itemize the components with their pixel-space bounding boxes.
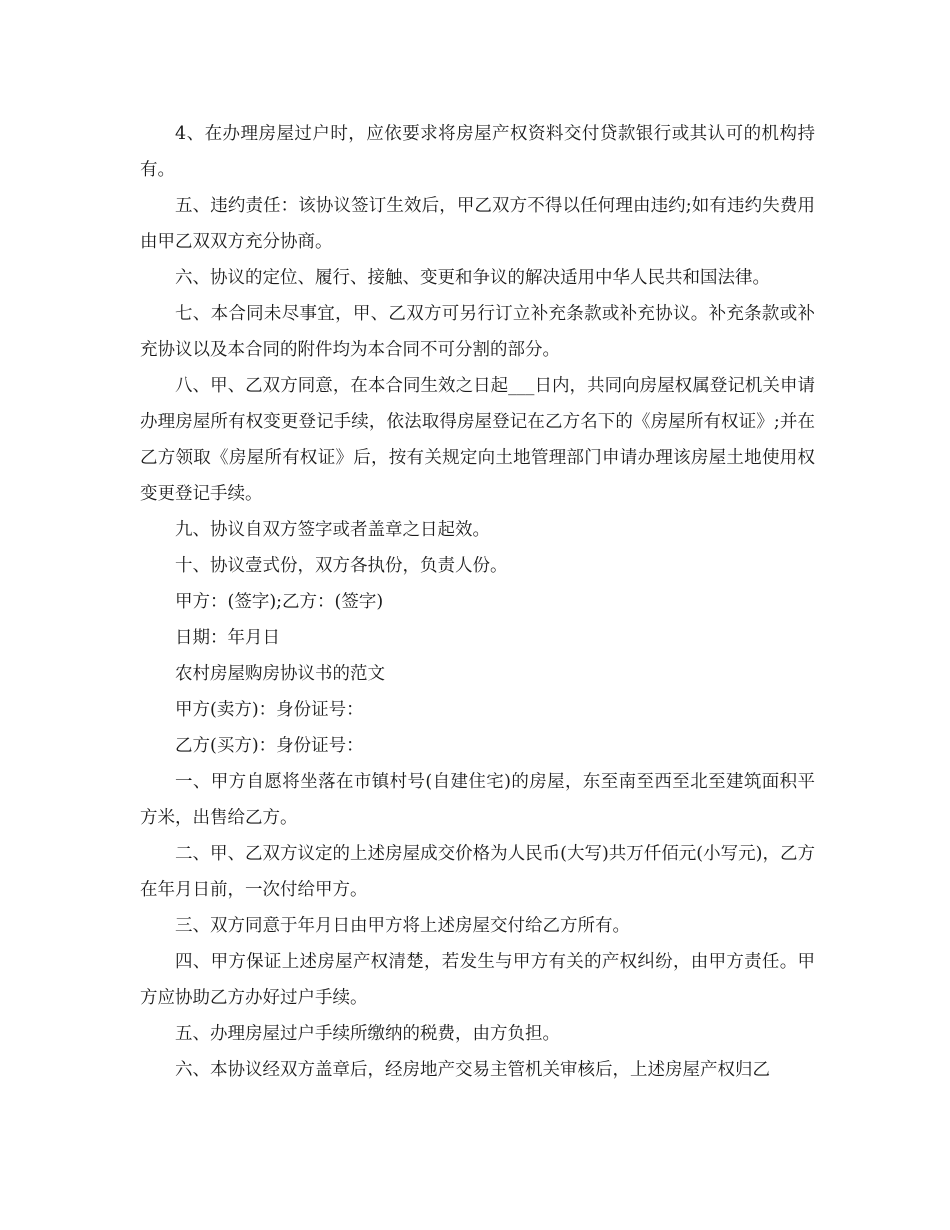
clause-paragraph: 九、协议自双方签字或者盖章之日起效。: [175, 520, 490, 540]
clause-paragraph: 六、本协议经双方盖章后，经房地产交易主管机关审核后，上述房屋产权归乙: [175, 1060, 770, 1080]
clause-paragraph: 六、协议的定位、履行、接触、变更和争议的解决适用中华人民共和国法律。: [175, 268, 770, 288]
clause-paragraph: 五、办理房屋过户手续所缴纳的税费，由方负担。: [175, 1024, 560, 1044]
clause-paragraph: 十、协议壹式份，双方各执份，负责人份。: [175, 556, 508, 576]
clause-paragraph: 四、甲方保证上述房屋产权清楚，若发生与甲方有关的产权纠纷，由甲方责任。甲方应协助乙方办好过户手续。: [140, 952, 815, 1008]
section-title: 农村房屋购房协议书的范文: [175, 664, 385, 684]
clause-paragraph: 七、本合同未尽事宜，甲、乙双方可另行订立补充条款或补充协议。补充条款或补充协议以及本合同的附件均为本合同不可分割的部分。: [140, 304, 815, 360]
signature-line: 甲方：(签字);乙方：(签字): [175, 592, 384, 612]
clause-paragraph: 一、甲方自愿将坐落在市镇村号(自建住宅)的房屋，东至南至西至北至建筑面积平方米，出售给乙方。: [140, 772, 815, 828]
clause-paragraph: 八、甲、乙双方同意，在本合同生效之日起___日内，共同向房屋权属登记机关申请办理房屋所有权变更登记手续，依法取得房屋登记在乙方名下的《房屋所有权证》;并在乙方领取《房屋所有权证》后，按有关规定向土地管理部门申请办理该房屋土地使用权变更登记手续。: [140, 376, 815, 504]
date-line: 日期：年月日: [175, 628, 280, 648]
party-a-line: 甲方(卖方)：身份证号：: [175, 700, 364, 720]
document-body: [140, 116, 815, 1088]
party-b-line: 乙方(买方)：身份证号：: [175, 736, 364, 756]
clause-paragraph: 4、在办理房屋过户时，应依要求将房屋产权资料交付贷款银行或其认可的机构持有。: [140, 124, 815, 180]
clause-paragraph: 三、双方同意于年月日由甲方将上述房屋交付给乙方所有。: [175, 916, 630, 936]
clause-paragraph: 二、甲、乙双方议定的上述房屋成交价格为人民币(大写)共万仟佰元(小写元)，乙方在年月日前，一次付给甲方。: [140, 844, 815, 900]
clause-paragraph: 五、违约责任：该协议签订生效后，甲乙双方不得以任何理由违约;如有违约失费用由甲乙双双方充分协商。: [140, 196, 815, 252]
